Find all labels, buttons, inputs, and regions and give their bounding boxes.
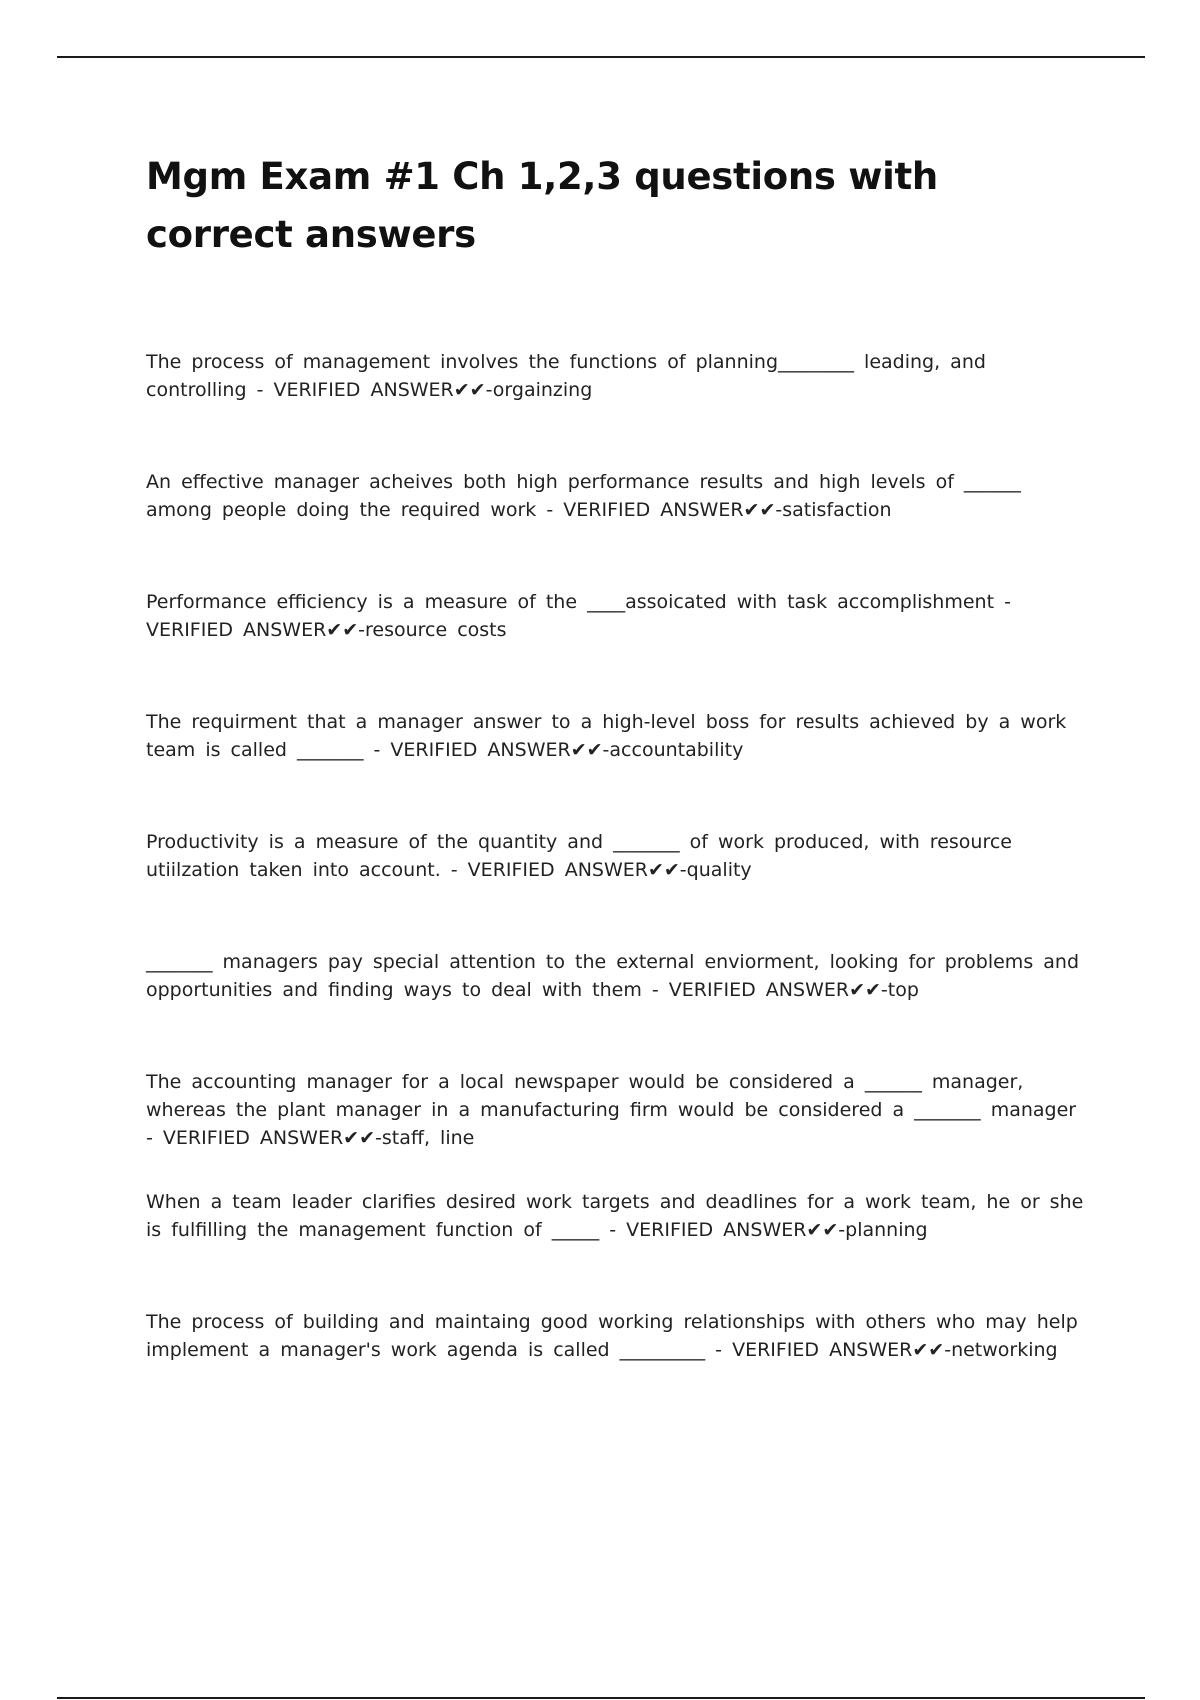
answer-text: staff, line: [381, 1127, 475, 1149]
question-text: Productivity is a measure of the quantity and _______ of work produced, with resource utiilzation taken into account.: [146, 831, 1012, 881]
question-text: The process of management involves the functions of planning________ leading, and controlling: [146, 351, 986, 401]
question-text: _______ managers pay special attention to the external enviorment, looking for problems and opportunities and finding ways to deal with them: [146, 951, 1080, 1001]
verified-answer-marker: - VERIFIED ANSWER✔✔-: [599, 1219, 846, 1241]
answer-text: resource costs: [364, 619, 507, 641]
qa-item: [146, 468, 1091, 588]
qa-item: [146, 588, 1091, 708]
verified-answer-marker: - VERIFIED ANSWER✔✔-: [146, 591, 1011, 641]
question-text: The process of building and maintaing good working relationships with others who may help implement a manager's work agenda is called _________: [146, 1311, 1078, 1361]
question-text: The requirment that a manager answer to a high-level boss for results achieved by a work team is called _______: [146, 711, 1067, 761]
qa-item: [146, 1308, 1091, 1428]
answer-text: networking: [951, 1339, 1058, 1361]
answer-text: top: [887, 979, 919, 1001]
verified-answer-marker: - VERIFIED ANSWER✔✔-: [641, 979, 888, 1001]
verified-answer-marker: - VERIFIED ANSWER✔✔-: [440, 859, 687, 881]
qa-list: [146, 348, 1091, 1428]
qa-item: [146, 1068, 1091, 1188]
verified-answer-marker: - VERIFIED ANSWER✔✔-: [246, 379, 493, 401]
answer-text: accountability: [609, 739, 744, 761]
verified-answer-marker: - VERIFIED ANSWER✔✔-: [536, 499, 783, 521]
bottom-rule: [57, 1697, 1145, 1699]
qa-item: [146, 1188, 1091, 1308]
verified-answer-marker: - VERIFIED ANSWER✔✔-: [363, 739, 610, 761]
qa-item: [146, 828, 1091, 948]
verified-answer-marker: - VERIFIED ANSWER✔✔-: [146, 1127, 382, 1149]
question-text: The accounting manager for a local newspaper would be considered a ______ manager, whereas the plant manager in a manufacturing firm would be considered a _______ manager: [146, 1071, 1077, 1121]
question-text: An effective manager acheives both high performance results and high levels of ______ among people doing the required work: [146, 471, 1021, 521]
answer-text: quality: [686, 859, 752, 881]
answer-text: orgainzing: [492, 379, 593, 401]
answer-text: planning: [845, 1219, 928, 1241]
question-text: When a team leader clarifies desired work targets and deadlines for a work team, he or she is fulfilling the management function of _____: [146, 1191, 1084, 1241]
answer-text: satisfaction: [782, 499, 892, 521]
qa-item: [146, 948, 1091, 1068]
top-rule: [57, 56, 1145, 58]
question-text: Performance efficiency is a measure of the ____assoicated with task accomplishment: [146, 591, 995, 613]
qa-item: [146, 708, 1091, 828]
verified-answer-marker: - VERIFIED ANSWER✔✔-: [705, 1339, 952, 1361]
document-page: [146, 148, 1091, 1361]
qa-item: [146, 348, 1091, 468]
document-title: Mgm Exam #1 Ch 1,2,3 questions with correct answers: [146, 155, 938, 256]
